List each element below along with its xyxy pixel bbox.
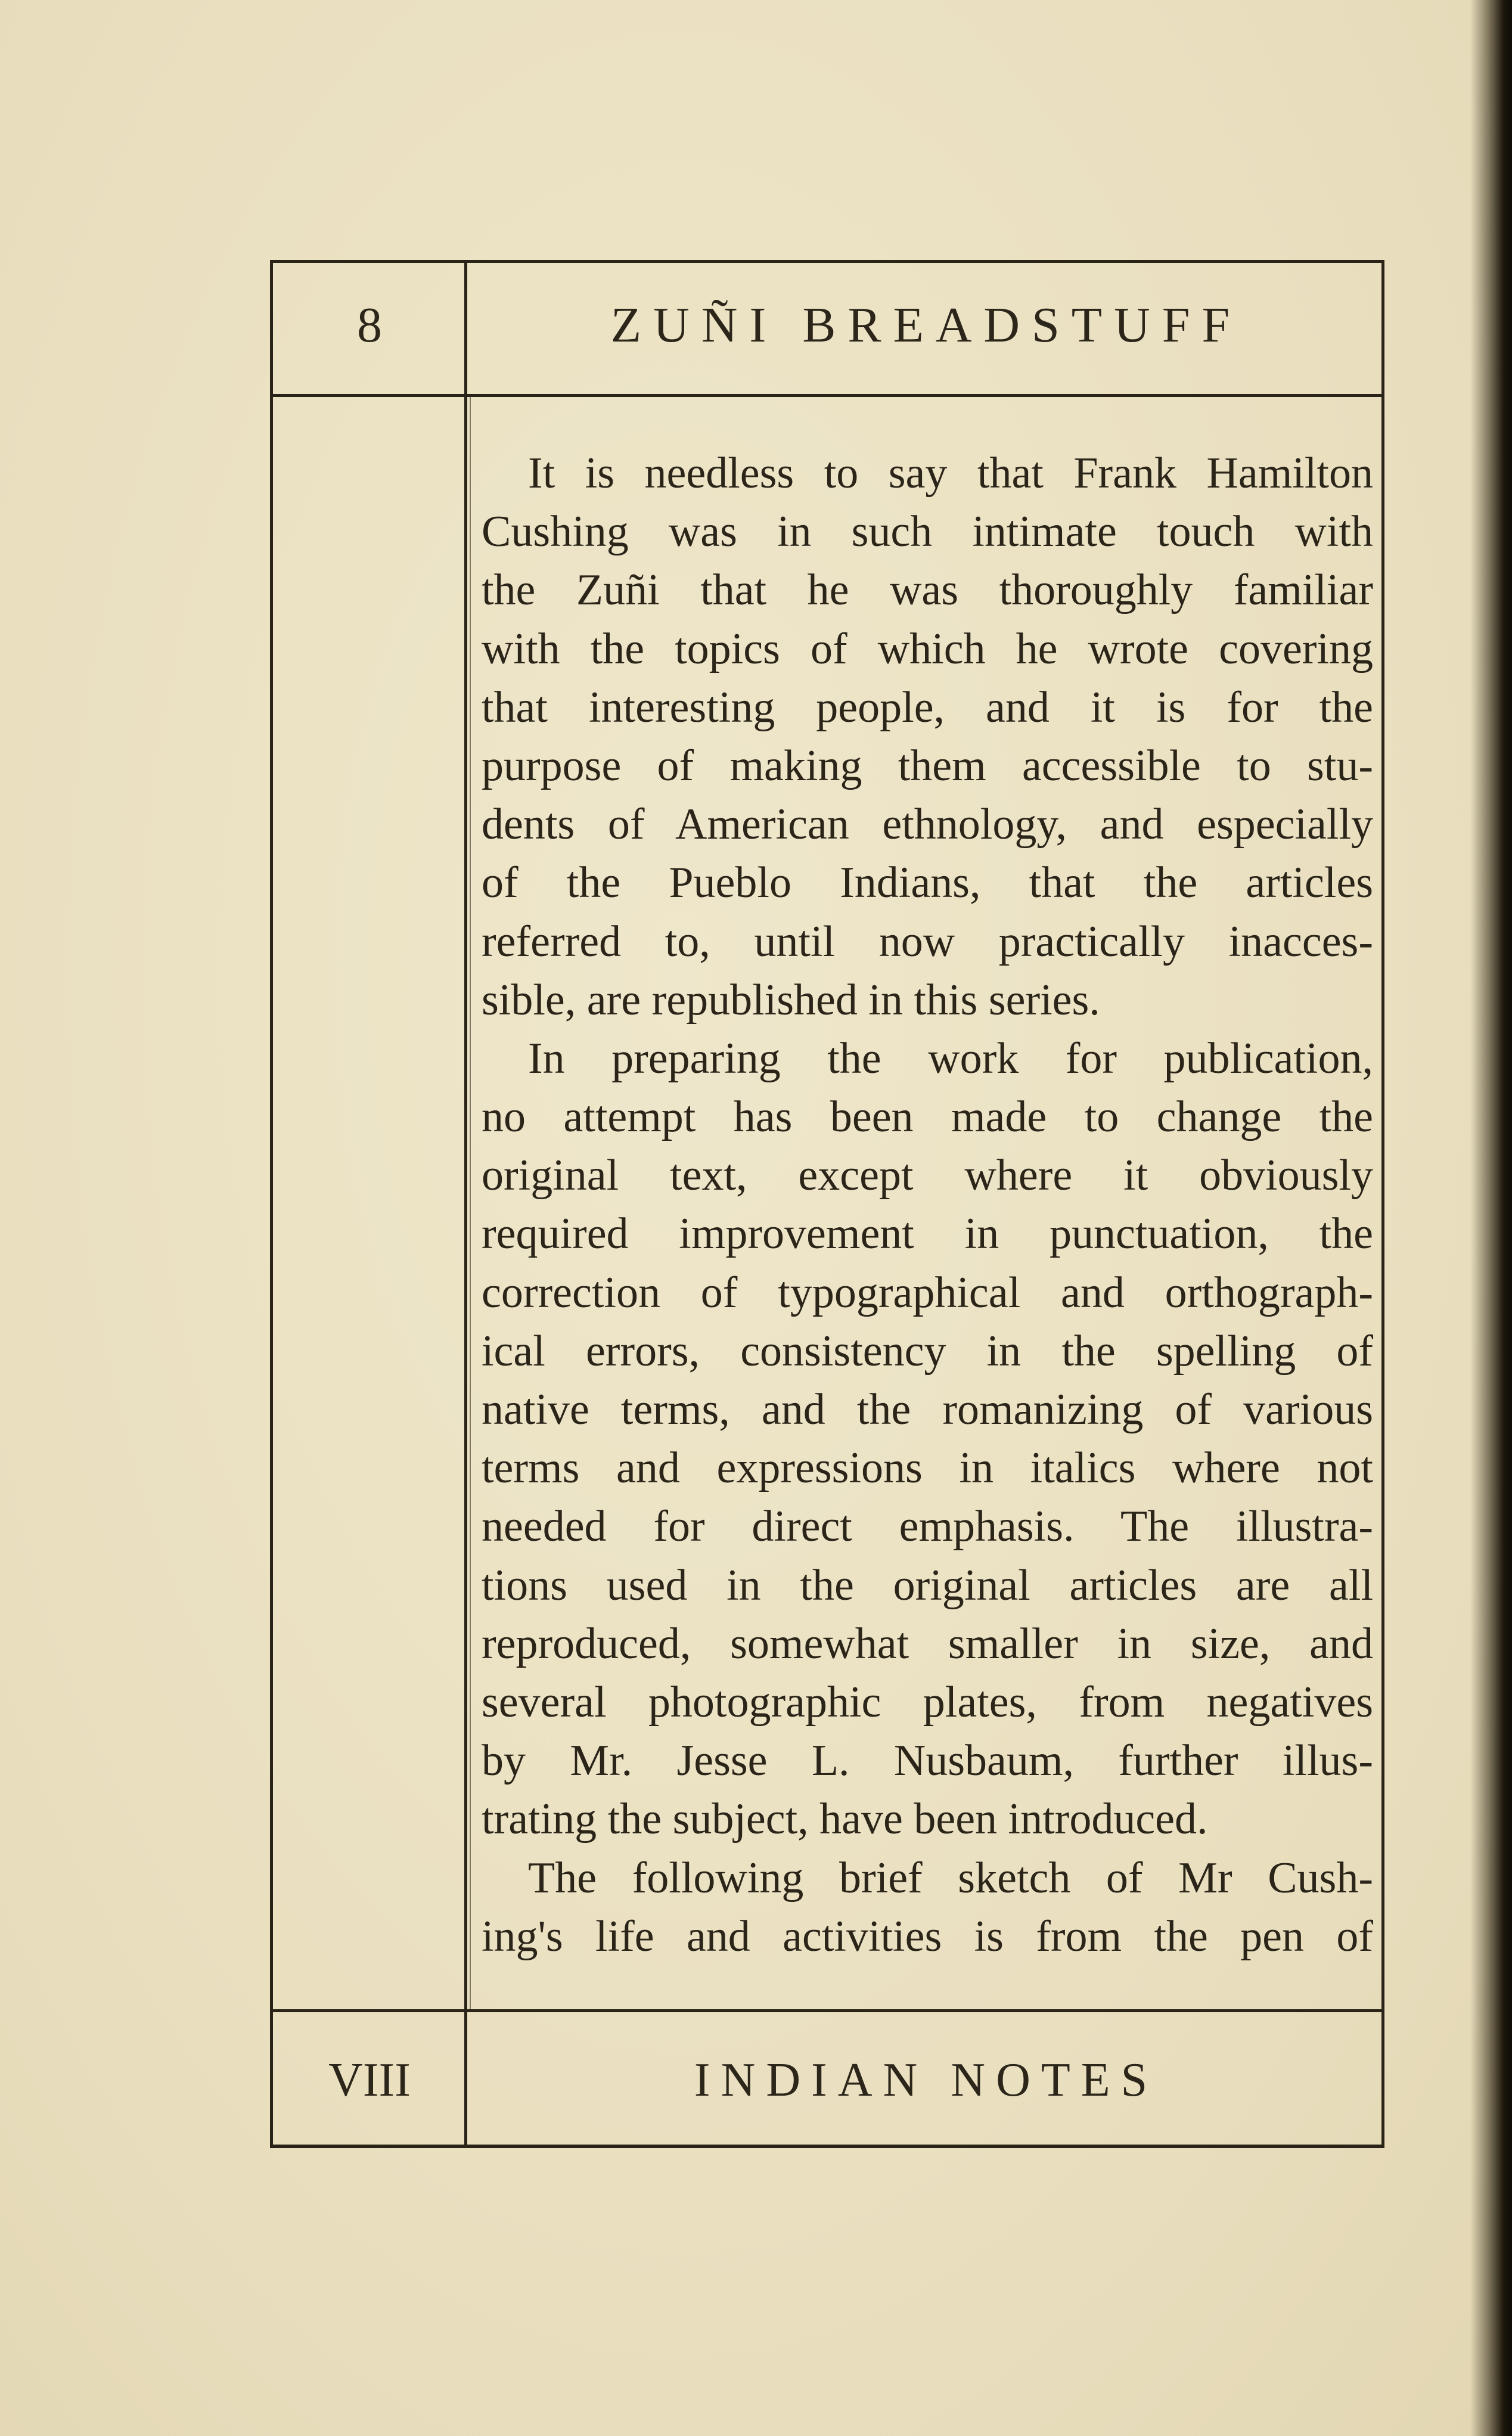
volume-number: VIII (328, 2053, 411, 2106)
text-line: It is needless to say that Frank Hamilton (528, 449, 1373, 498)
text-line: original text, except where it obviously (482, 1151, 1373, 1200)
text-line: no attempt has been made to change the (482, 1093, 1373, 1142)
text-line: needed for direct emphasis. The illustra- (482, 1502, 1373, 1551)
text-line: with the topics of which he wrote covering (482, 624, 1373, 674)
text-line: reproduced, somewhat smaller in size, and (482, 1619, 1373, 1668)
text-line: several photographic plates, from negatives (482, 1677, 1373, 1727)
text-line: sible, are republished in this series. (482, 975, 1100, 1025)
text-line: the Zuñi that he was thoroughly familiar (482, 566, 1373, 615)
text-line: Cushing was in such intimate touch with (482, 507, 1373, 557)
text-line: of the Pueblo Indians, that the articles (482, 858, 1373, 908)
frame-bottom-rule (271, 2145, 1384, 2148)
book-spine-shadow (1470, 0, 1512, 2436)
footer-top-rule (271, 2009, 1384, 2012)
frame-top-rule (271, 260, 1384, 263)
text-line: tions used in the original articles are all (482, 1560, 1373, 1610)
column-divider-rule-inner (470, 394, 471, 2012)
text-line: terms and expressions in italics where not (482, 1444, 1373, 1493)
text-line: dents of American ethnology, and especially (482, 800, 1373, 849)
text-line: In preparing the work for publication, (528, 1034, 1373, 1083)
text-line: purpose of making them accessible to stu- (482, 741, 1373, 790)
text-line: ing's life and activities is from the pen of (482, 1911, 1373, 1961)
frame-left-rule (270, 260, 273, 2148)
text-line: native terms, and the romanizing of various (482, 1385, 1373, 1434)
text-line: ical errors, consistency in the spelling of (482, 1326, 1373, 1376)
frame-right-rule (1381, 260, 1384, 2148)
text-line: referred to, until now practically inacces- (482, 917, 1373, 966)
column-divider-rule (464, 260, 467, 2148)
header-bottom-rule (271, 394, 1384, 397)
page-number: 8 (357, 297, 382, 353)
text-line: required improvement in punctuation, the (482, 1209, 1373, 1259)
running-title: ZUÑI BREADSTUFF (610, 297, 1242, 353)
text-line: The following brief sketch of Mr Cush- (528, 1853, 1373, 1903)
text-line: trating the subject, have been introduced. (482, 1795, 1208, 1844)
text-line: by Mr. Jesse L. Nusbaum, further illus- (482, 1736, 1373, 1786)
series-title: INDIAN NOTES (694, 2053, 1159, 2106)
text-line: that interesting people, and it is for the (482, 682, 1373, 732)
body-text (482, 444, 1373, 1966)
text-line: correction of typographical and orthograph- (482, 1268, 1373, 1317)
